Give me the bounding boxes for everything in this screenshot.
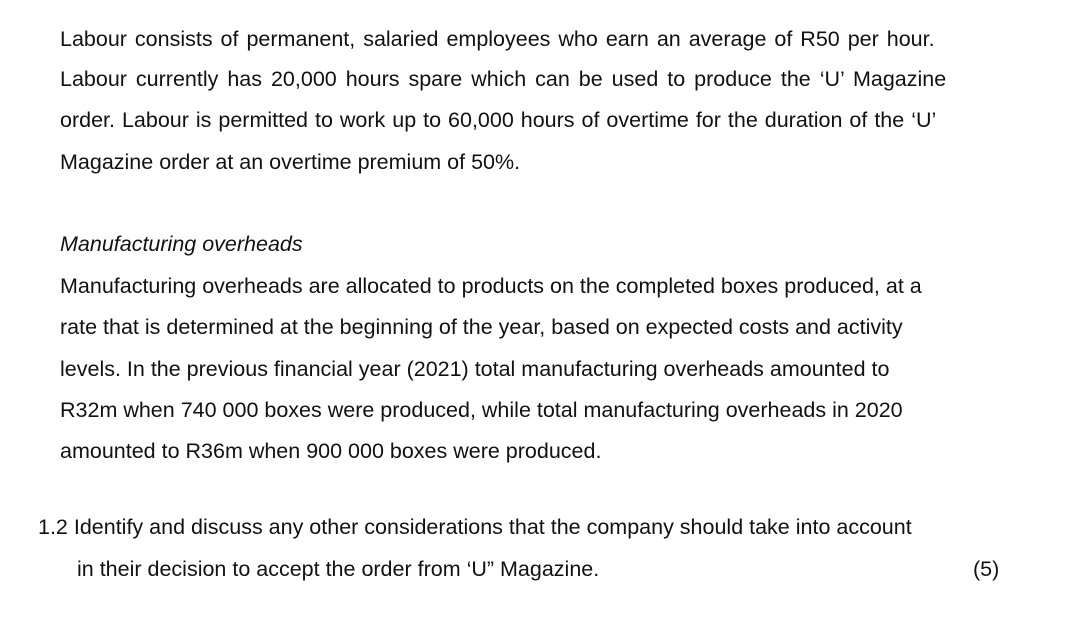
question-marks: (5) <box>973 557 1000 581</box>
paragraph-line: Labour currently has 20,000 hours spare which can be used to produce the ‘U’ Magazine <box>60 67 947 91</box>
paragraph-line: Magazine order at an overtime premium of 50%. <box>60 150 521 174</box>
question-text-line: 1.2 Identify and discuss any other considerations that the company should take into account <box>38 515 912 539</box>
paragraph-line: amounted to R36m when 900 000 boxes were produced. <box>60 439 602 463</box>
question-text-line: in their decision to accept the order from ‘U” Magazine. <box>77 557 600 581</box>
paragraph-line: rate that is determined at the beginning of the year, based on expected costs and activity <box>60 315 903 339</box>
paragraph-line: R32m when 740 000 boxes were produced, while total manufacturing overheads in 2020 <box>60 398 903 422</box>
paragraph-line: order. Labour is permitted to work up to 60,000 hours of overtime for the duration of the ‘U’ <box>60 108 937 132</box>
paragraph-line: Labour consists of permanent, salaried employees who earn an average of R50 per hour. <box>60 27 935 51</box>
paragraph-line: Manufacturing overheads are allocated to products on the completed boxes produced, at a <box>60 274 922 298</box>
section-heading: Manufacturing overheads <box>60 232 303 256</box>
paragraph-line: levels. In the previous financial year (2021) total manufacturing overheads amounted to <box>60 357 890 381</box>
